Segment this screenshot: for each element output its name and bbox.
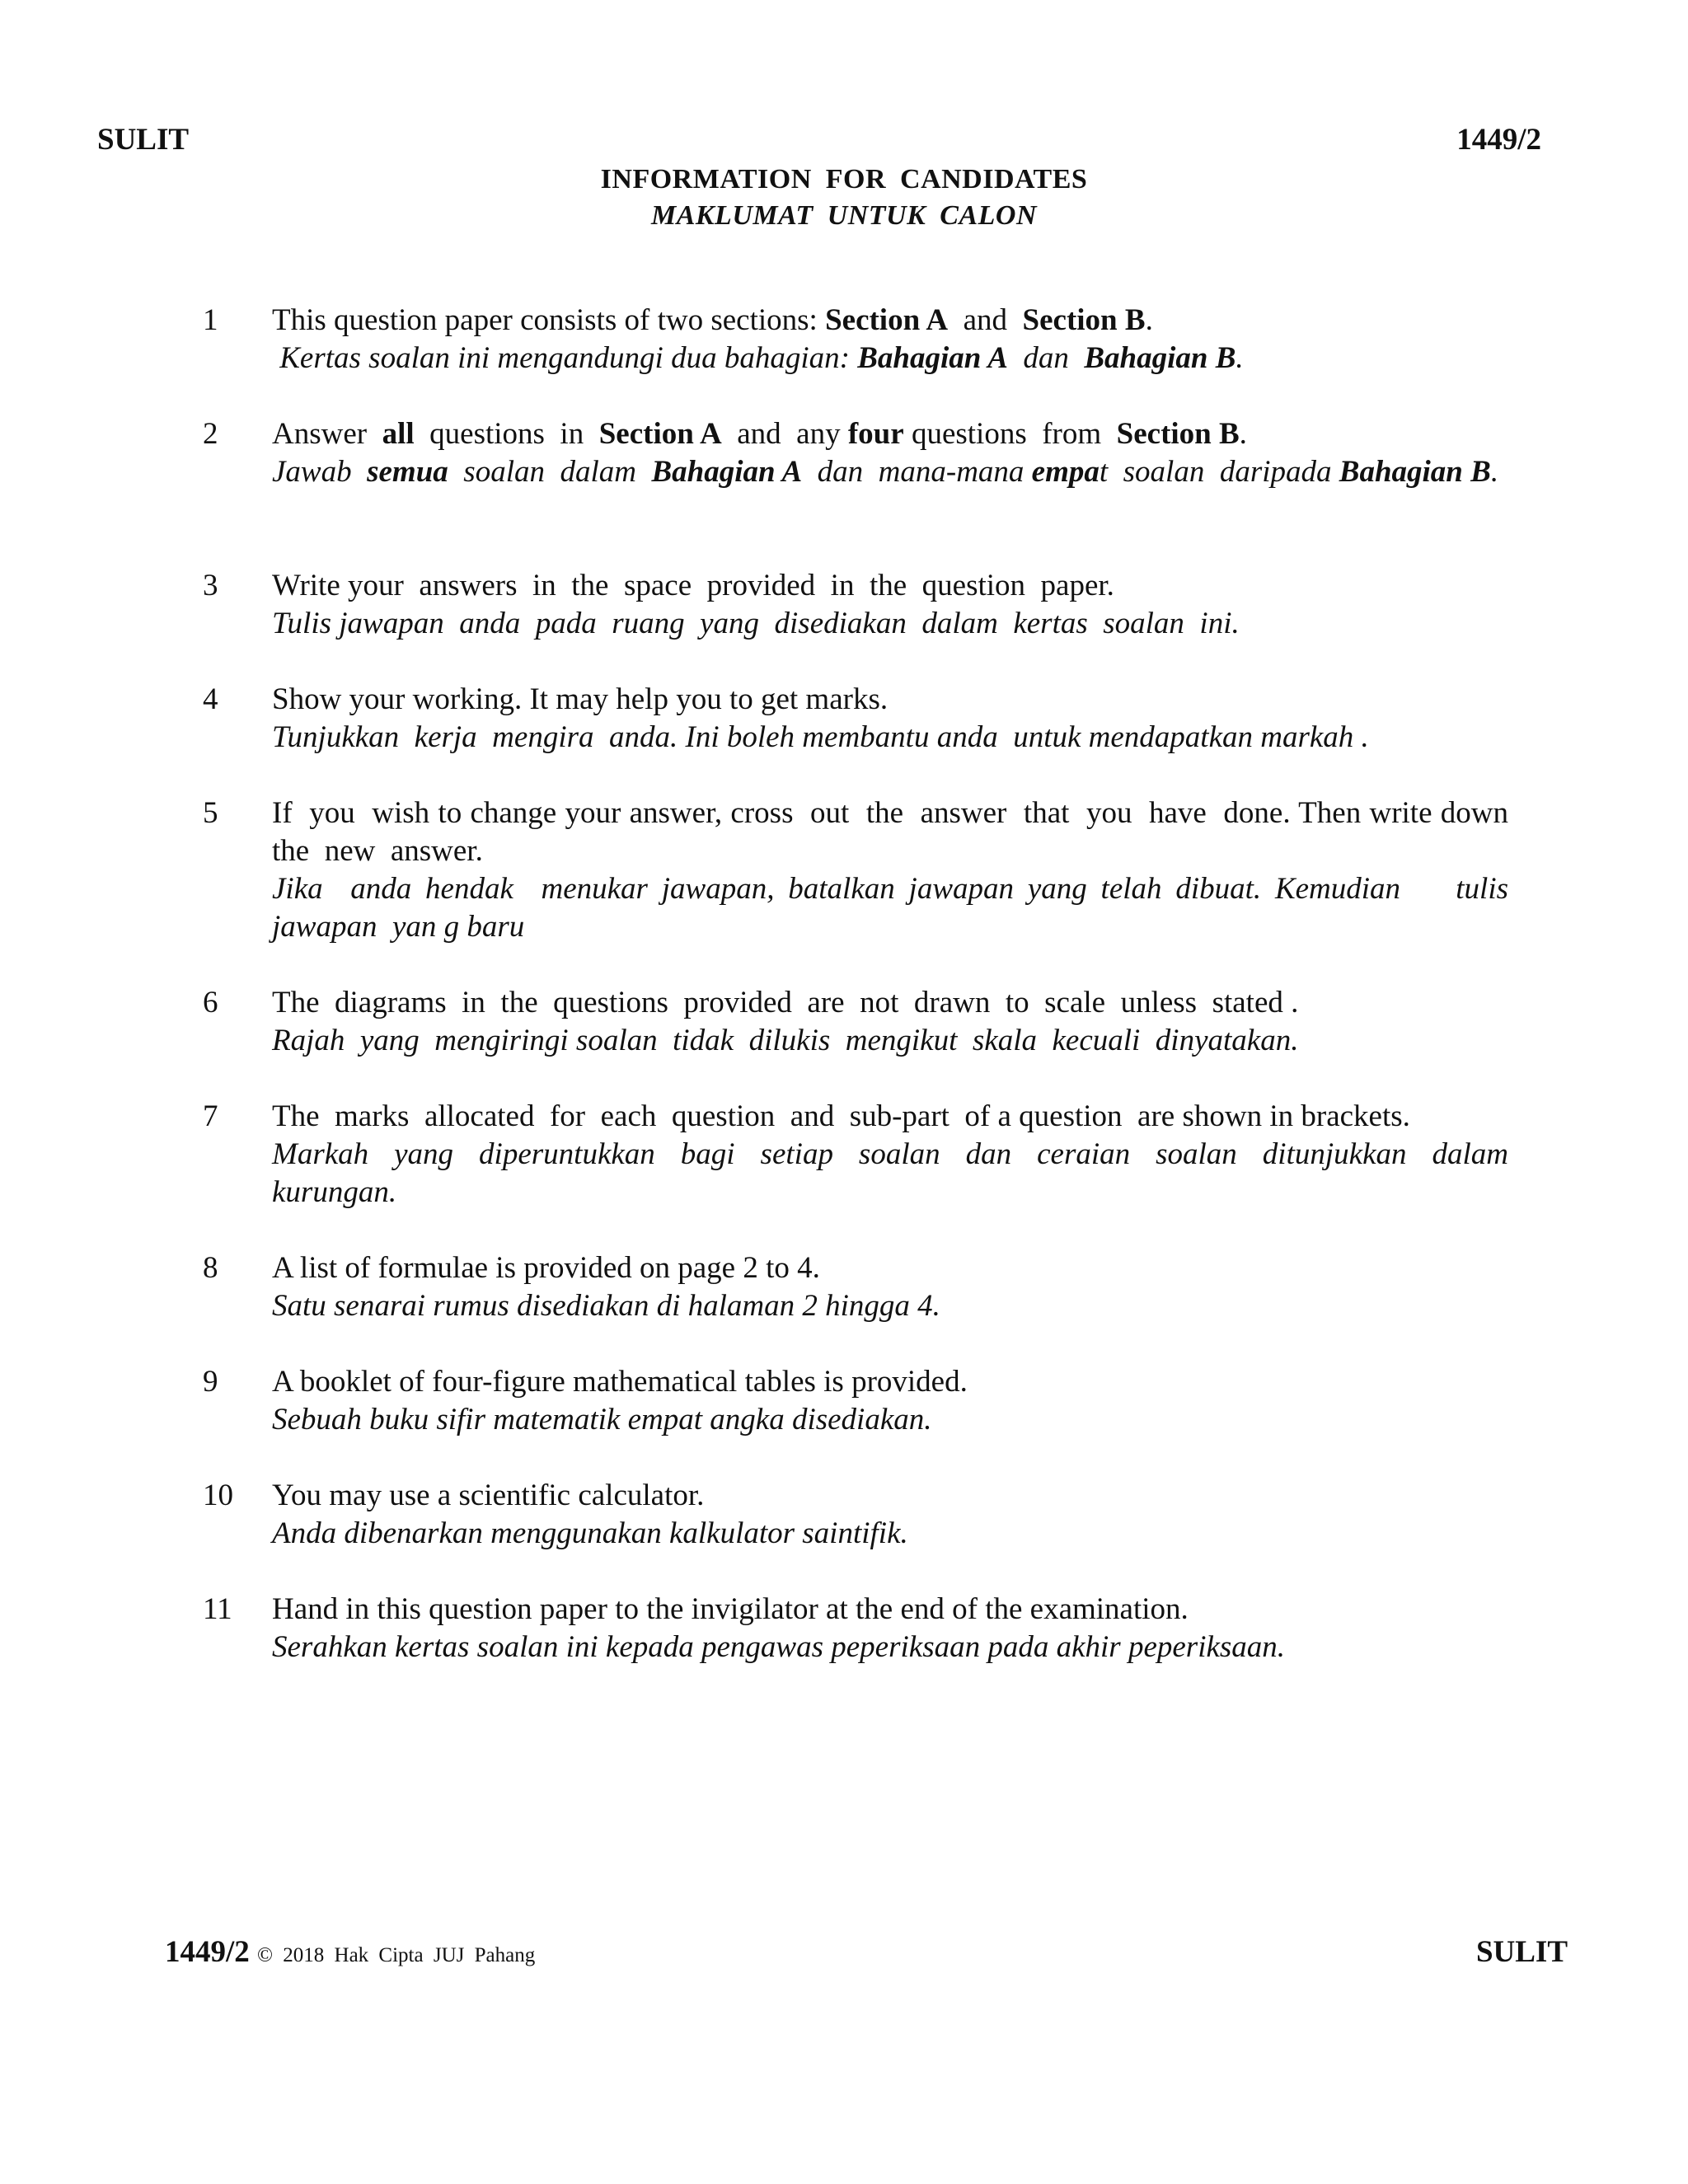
instruction-body (272, 567, 1508, 643)
instruction-text-malay: Anda dibenarkan menggunakan kalkulator saintifik. (272, 1516, 908, 1550)
footer-copyright (165, 1934, 535, 1970)
instruction-number: 1 (203, 303, 218, 337)
instruction-body (272, 794, 1524, 946)
instruction-text-english: You may use a scientific calculator. (272, 1479, 705, 1512)
instruction-text-english: If you wish to change your answer, cross out the answer that you have done. Then write down the new answer. (272, 796, 1524, 868)
emphasis: Section B (1022, 303, 1146, 337)
instruction-body (272, 1249, 1508, 1325)
emphasis: Section A (825, 303, 949, 337)
instruction-text-malay: Tunjukkan kerja mengira anda. Ini boleh membantu anda untuk mendapatkan markah . (272, 720, 1369, 754)
footer-paper-code: 1449/2 (165, 1935, 250, 1969)
instruction-text-malay: Jawab semua soalan dalam Bahagian A dan mana-mana empat soalan daripada Bahagian B. (272, 455, 1499, 489)
instruction-body (272, 1098, 1517, 1212)
instruction-number: 2 (203, 417, 218, 451)
instruction-body (272, 302, 1508, 377)
instruction-text-malay: Markah yang diperuntukkan bagi setiap soalan dan ceraian soalan ditunjukkan dalam kurungan. (272, 1137, 1517, 1209)
page-title (0, 162, 1688, 234)
instruction-text-english: The marks allocated for each question and sub-part of a question are shown in brackets. (272, 1099, 1410, 1133)
footer-classification: SULIT (1475, 1935, 1568, 1969)
instruction-text-malay: Satu senarai rumus disediakan di halaman 2 hingga 4. (272, 1289, 940, 1323)
emphasis: Section B (1116, 417, 1240, 451)
emphasis: semua (367, 455, 448, 489)
instruction-body (272, 1591, 1508, 1666)
emphasis: Bahagian B (1339, 455, 1491, 489)
footer-copyright-text: © 2018 Hak Cipta JUJ Pahang (257, 1944, 536, 1966)
instruction-number: 11 (203, 1592, 232, 1626)
instruction-body (272, 1477, 1508, 1553)
instruction-text-english: Hand in this question paper to the invigilator at the end of the examination. (272, 1592, 1189, 1626)
instruction-number: 8 (203, 1251, 218, 1285)
instruction-text-english: The diagrams in the questions provided are not drawn to scale unless stated . (272, 986, 1299, 1019)
instruction-text-malay: Serahkan kertas soalan ini kepada pengawas peperiksaan pada akhir peperiksaan. (272, 1630, 1286, 1664)
instruction-text-english: Write your answers in the space provided in the question paper. (272, 569, 1114, 602)
instruction-body (272, 984, 1508, 1060)
instruction-text-english: Show your working. It may help you to get marks. (272, 682, 889, 716)
instruction-text-malay: Rajah yang mengiringi soalan tidak dilukis mengikut skala kecuali dinyatakan. (272, 1024, 1299, 1057)
instruction-text-english: A booklet of four-figure mathematical tables is provided. (272, 1365, 968, 1399)
emphasis: Bahagian B (1084, 341, 1236, 375)
instruction-text-malay: Tulis jawapan anda pada ruang yang disediakan dalam kertas soalan ini. (272, 607, 1240, 640)
instruction-text-malay: Kertas soalan ini mengandungi dua bahagian: Bahagian A dan Bahagian B. (272, 341, 1244, 375)
header-paper-code: 1449/2 (1456, 123, 1541, 157)
emphasis: Bahagian A (857, 341, 1008, 375)
instruction-number: 3 (203, 569, 218, 602)
instruction-number: 4 (203, 682, 218, 716)
emphasis: empa (1031, 455, 1100, 489)
emphasis: all (382, 417, 415, 451)
instruction-number: 7 (203, 1099, 218, 1133)
instruction-body (272, 415, 1508, 491)
instruction-text-english: Answer all questions in Section A and any four questions from Section B. (272, 417, 1247, 451)
instruction-text-english: A list of formulae is provided on page 2 to 4. (272, 1251, 820, 1285)
title-english: INFORMATION FOR CANDIDATES (600, 164, 1088, 194)
instruction-number: 5 (203, 796, 218, 830)
instruction-text-malay: Jika anda hendak menukar jawapan, batalkan jawapan yang telah dibuat. Kemudian tulis jawapan yan g baru (272, 872, 1517, 944)
instruction-number: 10 (203, 1479, 233, 1512)
emphasis: Section A (598, 417, 722, 451)
emphasis: Bahagian A (651, 455, 803, 489)
emphasis: four (847, 417, 904, 451)
instruction-text-malay: Sebuah buku sifir matematik empat angka disediakan. (272, 1403, 932, 1436)
instruction-body (272, 1363, 1508, 1439)
instruction-text-english: This question paper consists of two sections: Section A and Section B. (272, 303, 1153, 337)
instruction-number: 6 (203, 986, 218, 1019)
title-malay: MAKLUMAT UNTUK CALON (650, 200, 1038, 231)
header-classification: SULIT (97, 123, 190, 157)
instruction-number: 9 (203, 1365, 218, 1399)
instruction-body (272, 681, 1508, 757)
